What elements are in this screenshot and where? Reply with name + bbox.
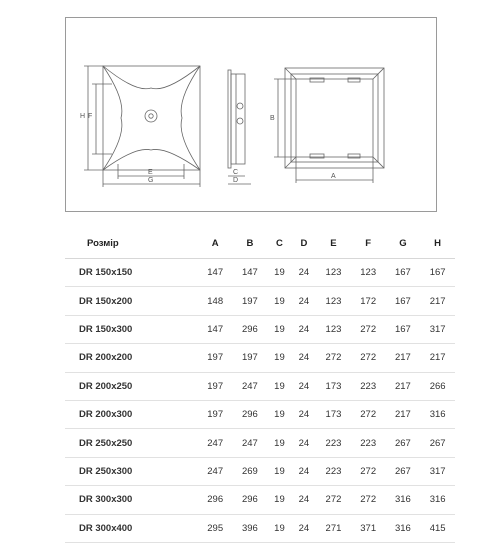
cell-g: 316 bbox=[386, 486, 421, 514]
dim-label-h: H bbox=[80, 113, 86, 120]
cell-h: 317 bbox=[420, 457, 455, 485]
cell-b: 396 bbox=[233, 514, 268, 542]
dim-label-e: E bbox=[148, 169, 153, 176]
header-c: C bbox=[267, 228, 291, 259]
cell-d: 24 bbox=[292, 344, 316, 372]
cell-h: 316 bbox=[420, 400, 455, 428]
dim-label-d: D bbox=[233, 177, 239, 184]
cell-g: 167 bbox=[386, 287, 421, 315]
cell-h: 217 bbox=[420, 287, 455, 315]
header-e: E bbox=[316, 228, 351, 259]
cell-b: 296 bbox=[233, 486, 268, 514]
cell-f: 272 bbox=[351, 486, 386, 514]
table-row bbox=[65, 315, 455, 343]
header-a: A bbox=[198, 228, 233, 259]
cell-g: 217 bbox=[386, 400, 421, 428]
cell-g: 217 bbox=[386, 372, 421, 400]
cell-f: 223 bbox=[351, 429, 386, 457]
cell-d: 24 bbox=[292, 457, 316, 485]
cell-a: 296 bbox=[198, 486, 233, 514]
cell-size: DR 150x150 bbox=[65, 259, 198, 287]
front-view-curve-top bbox=[103, 66, 200, 89]
cell-c: 19 bbox=[267, 287, 291, 315]
cell-size: DR 250x250 bbox=[65, 429, 198, 457]
dim-label-f: F bbox=[88, 113, 93, 120]
cell-g: 267 bbox=[386, 429, 421, 457]
cell-b: 269 bbox=[233, 457, 268, 485]
cell-a: 197 bbox=[198, 344, 233, 372]
table-row bbox=[65, 514, 455, 542]
header-f: F bbox=[351, 228, 386, 259]
front-view-curve-bottom bbox=[103, 149, 200, 170]
cell-c: 19 bbox=[267, 457, 291, 485]
cell-g: 167 bbox=[386, 315, 421, 343]
table-row bbox=[65, 259, 455, 287]
cell-b: 247 bbox=[233, 372, 268, 400]
cell-e: 123 bbox=[316, 287, 351, 315]
cell-a: 148 bbox=[198, 287, 233, 315]
cell-c: 19 bbox=[267, 315, 291, 343]
dim-label-b: B bbox=[270, 115, 275, 122]
front-view bbox=[84, 66, 200, 187]
cell-size: DR 300x400 bbox=[65, 514, 198, 542]
header-d: D bbox=[292, 228, 316, 259]
cell-d: 24 bbox=[292, 486, 316, 514]
cell-e: 272 bbox=[316, 344, 351, 372]
cell-c: 19 bbox=[267, 486, 291, 514]
dim-label-a: A bbox=[331, 173, 336, 180]
cell-f: 272 bbox=[351, 315, 386, 343]
cell-d: 24 bbox=[292, 372, 316, 400]
cell-h: 415 bbox=[420, 514, 455, 542]
cell-g: 167 bbox=[386, 259, 421, 287]
cell-size: DR 300x300 bbox=[65, 486, 198, 514]
cell-d: 24 bbox=[292, 429, 316, 457]
cell-b: 296 bbox=[233, 400, 268, 428]
header-b: B bbox=[233, 228, 268, 259]
dim-label-c: C bbox=[233, 169, 239, 176]
table-header-row bbox=[65, 228, 455, 259]
cell-e: 173 bbox=[316, 400, 351, 428]
cell-f: 172 bbox=[351, 287, 386, 315]
dimensions-table bbox=[65, 228, 455, 543]
cell-a: 295 bbox=[198, 514, 233, 542]
cell-d: 24 bbox=[292, 287, 316, 315]
cell-e: 123 bbox=[316, 315, 351, 343]
cell-h: 266 bbox=[420, 372, 455, 400]
cell-b: 197 bbox=[233, 344, 268, 372]
table-row bbox=[65, 287, 455, 315]
technical-drawing bbox=[65, 17, 437, 212]
cell-h: 317 bbox=[420, 315, 455, 343]
cell-e: 123 bbox=[316, 259, 351, 287]
back-view bbox=[274, 68, 384, 183]
cell-c: 19 bbox=[267, 514, 291, 542]
cell-h: 316 bbox=[420, 486, 455, 514]
table-row bbox=[65, 400, 455, 428]
cell-size: DR 200x250 bbox=[65, 372, 198, 400]
cell-f: 223 bbox=[351, 372, 386, 400]
cell-h: 167 bbox=[420, 259, 455, 287]
cell-a: 147 bbox=[198, 259, 233, 287]
front-view-curve-right bbox=[181, 66, 200, 170]
cell-b: 147 bbox=[233, 259, 268, 287]
back-view-inner-frame bbox=[296, 79, 373, 157]
cell-b: 247 bbox=[233, 429, 268, 457]
cell-e: 223 bbox=[316, 457, 351, 485]
cell-size: DR 200x300 bbox=[65, 400, 198, 428]
cell-f: 272 bbox=[351, 400, 386, 428]
cell-size: DR 200x200 bbox=[65, 344, 198, 372]
drawing-svg bbox=[66, 18, 438, 213]
table-row bbox=[65, 457, 455, 485]
cell-c: 19 bbox=[267, 372, 291, 400]
cell-a: 247 bbox=[198, 429, 233, 457]
cell-h: 267 bbox=[420, 429, 455, 457]
back-view-outer-frame bbox=[285, 68, 384, 168]
front-view-lock bbox=[145, 110, 157, 122]
cell-f: 272 bbox=[351, 457, 386, 485]
table-row bbox=[65, 344, 455, 372]
front-view-lock-core bbox=[149, 114, 153, 118]
side-view bbox=[228, 70, 251, 184]
cell-g: 267 bbox=[386, 457, 421, 485]
cell-e: 223 bbox=[316, 429, 351, 457]
cell-d: 24 bbox=[292, 315, 316, 343]
cell-f: 123 bbox=[351, 259, 386, 287]
cell-e: 173 bbox=[316, 372, 351, 400]
cell-a: 247 bbox=[198, 457, 233, 485]
cell-a: 147 bbox=[198, 315, 233, 343]
dim-label-g: G bbox=[148, 177, 154, 184]
table-row bbox=[65, 372, 455, 400]
header-size: Розмір bbox=[65, 228, 198, 259]
cell-g: 316 bbox=[386, 514, 421, 542]
cell-c: 19 bbox=[267, 259, 291, 287]
cell-b: 197 bbox=[233, 287, 268, 315]
cell-c: 19 bbox=[267, 344, 291, 372]
cell-c: 19 bbox=[267, 400, 291, 428]
header-h: H bbox=[420, 228, 455, 259]
table-row bbox=[65, 429, 455, 457]
cell-d: 24 bbox=[292, 514, 316, 542]
cell-size: DR 150x200 bbox=[65, 287, 198, 315]
cell-b: 296 bbox=[233, 315, 268, 343]
cell-a: 197 bbox=[198, 372, 233, 400]
cell-e: 271 bbox=[316, 514, 351, 542]
cell-f: 371 bbox=[351, 514, 386, 542]
cell-a: 197 bbox=[198, 400, 233, 428]
cell-g: 217 bbox=[386, 344, 421, 372]
cell-f: 272 bbox=[351, 344, 386, 372]
cell-h: 217 bbox=[420, 344, 455, 372]
cell-size: DR 150x300 bbox=[65, 315, 198, 343]
cell-d: 24 bbox=[292, 400, 316, 428]
cell-d: 24 bbox=[292, 259, 316, 287]
header-g: G bbox=[386, 228, 421, 259]
cell-c: 19 bbox=[267, 429, 291, 457]
cell-e: 272 bbox=[316, 486, 351, 514]
cell-size: DR 250x300 bbox=[65, 457, 198, 485]
